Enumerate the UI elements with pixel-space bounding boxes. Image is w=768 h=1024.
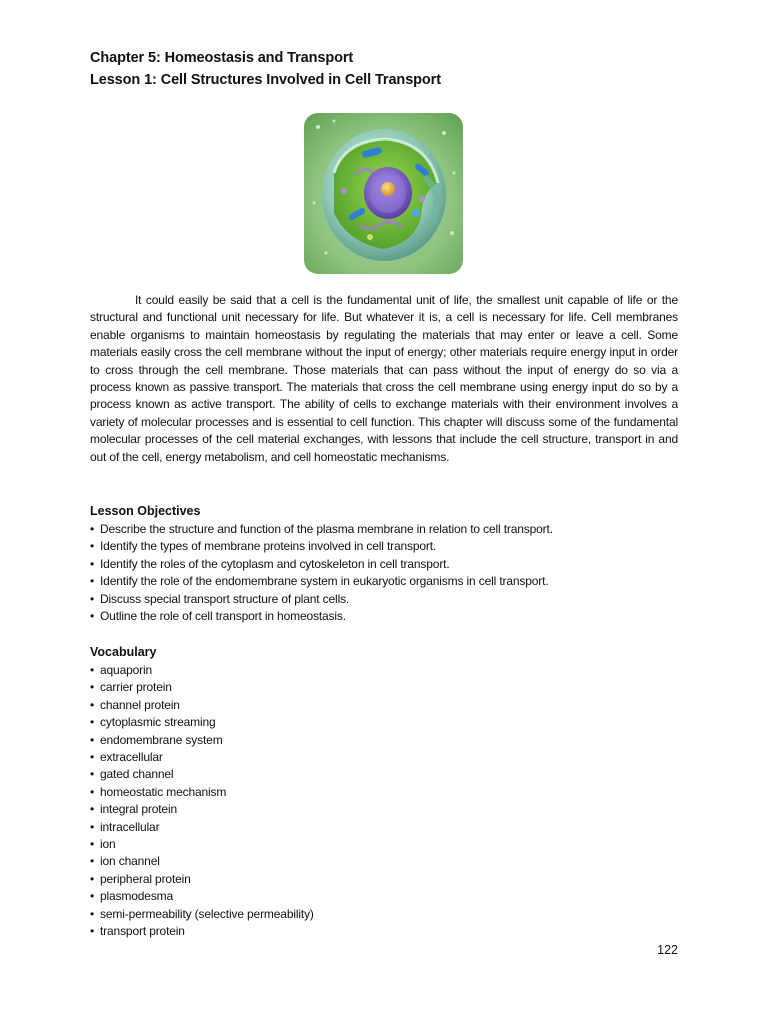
list-item: • transport protein: [90, 923, 314, 940]
list-item: • ion channel: [90, 853, 314, 870]
chapter-title: Chapter 5: Homeostasis and Transport: [90, 50, 354, 66]
intro-paragraph: It could easily be said that a cell is the fundamental unit of life, the smallest unit capable of life or the structural and functional unit necessary for life. But whatever it is, a cell is necessary for life. Cell membranes enable organisms to maintain homeostasis by regulating the materials that may enter or leave a cell. Some materials easily cross the cell membrane without the input of energy; other materials require energy input in order to cross through the cell membrane. Those materials that can pass without the input of energy do so via a process known as passive transport. The materials that cross the cell membrane using energy input do so by a process known as active transport. The ability of cells to exchange materials with their environment involves a variety of molecular processes and is essential to cell function. This chapter will discuss some of the fundamental molecular processes of the cell material exchanges, with lessons that include the cell structure, transport in and out of the cell, energy metabolism, and cell homeostatic mechanisms.: [90, 293, 678, 464]
lesson-objectives-list: [90, 521, 553, 625]
vocabulary-heading: Vocabulary: [90, 645, 157, 659]
vocabulary-list: [90, 662, 314, 941]
list-item: • aquaporin: [90, 662, 314, 679]
list-item: • extracellular: [90, 749, 314, 766]
animal-cell-illustration: [304, 113, 463, 274]
list-item: • Outline the role of cell transport in homeostasis.: [90, 608, 553, 625]
list-item: • homeostatic mechanism: [90, 784, 314, 801]
list-item: • channel protein: [90, 697, 314, 714]
list-item: • Describe the structure and function of the plasma membrane in relation to cell transport.: [90, 521, 553, 538]
list-item: • peripheral protein: [90, 871, 314, 888]
list-item: • Identify the roles of the cytoplasm and cytoskeleton in cell transport.: [90, 556, 553, 573]
list-item: • carrier protein: [90, 679, 314, 696]
list-item: • gated channel: [90, 766, 314, 783]
list-item: • Discuss special transport structure of plant cells.: [90, 591, 553, 608]
list-item: • plasmodesma: [90, 888, 314, 905]
list-item: • intracellular: [90, 819, 314, 836]
list-item: • ion: [90, 836, 314, 853]
list-item: • Identify the role of the endomembrane system in eukaryotic organisms in cell transport.: [90, 573, 553, 590]
lesson-objectives-heading: Lesson Objectives: [90, 504, 201, 518]
list-item: • endomembrane system: [90, 732, 314, 749]
page-number: 122: [657, 943, 678, 957]
list-item: • Identify the types of membrane proteins involved in cell transport.: [90, 538, 553, 555]
lesson-title: Lesson 1: Cell Structures Involved in Cell Transport: [90, 72, 441, 88]
list-item: • integral protein: [90, 801, 314, 818]
list-item: • semi-permeability (selective permeability): [90, 906, 314, 923]
list-item: • cytoplasmic streaming: [90, 714, 314, 731]
